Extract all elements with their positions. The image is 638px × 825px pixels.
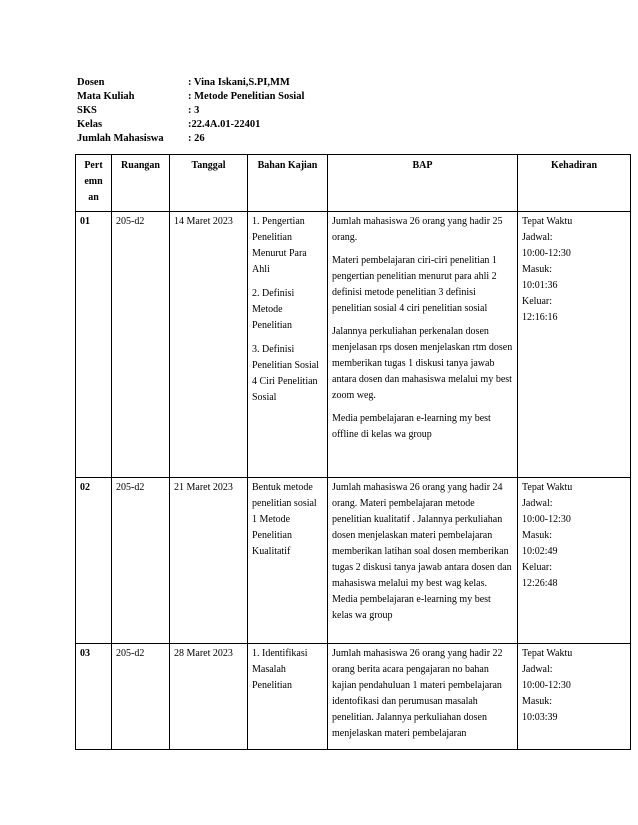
bap-paragraph: Media pembelajaran e-learning my best offline di kelas wa group (332, 413, 491, 440)
table-row (76, 212, 631, 478)
bahan-item: 1. Pengertian Penelitian Menurut Para Ahli (252, 216, 307, 275)
tanggal-cell: 28 Maret 2023 (170, 644, 248, 750)
pertemuan-number: 01 (76, 212, 112, 478)
info-row-jumlah (77, 132, 304, 146)
col-header-bahan-kajian: Bahan Kajian (248, 155, 328, 212)
bap-cell (328, 212, 518, 478)
schedule-value: 10:00-12:30 (522, 514, 571, 525)
check-out-label: Keluar: (522, 562, 552, 573)
col-header-bap: BAP (328, 155, 518, 212)
schedule-label: Jadwal: (522, 232, 553, 243)
kelas-value: :22.4A.01-22401 (188, 119, 261, 130)
ruangan-cell: 205-d2 (112, 212, 170, 478)
info-row-sks (77, 104, 304, 118)
pertemuan-number: 02 (76, 478, 112, 644)
info-row-kelas (77, 118, 304, 132)
ruangan-cell: 205-d2 (112, 644, 170, 750)
bap-table (75, 154, 631, 750)
kehadiran-cell (518, 478, 631, 644)
sks-label: SKS (77, 105, 97, 116)
bahan-item: 3. Definisi Penelitian Sosial 4 Ciri Penelitian Sosial (252, 344, 319, 403)
info-row-mata-kuliah (77, 90, 304, 104)
col-header-ruangan: Ruangan (112, 155, 170, 212)
mata-kuliah-value: : Metode Penelitian Sosial (188, 91, 305, 102)
pertemuan-number: 03 (76, 644, 112, 750)
schedule-label: Jadwal: (522, 664, 553, 675)
check-in-label: Masuk: (522, 530, 552, 541)
col-header-pertemuan-text: Pert emn an (84, 160, 103, 203)
ruangan-cell: 205-d2 (112, 478, 170, 644)
check-in-value: 10:01:36 (522, 280, 558, 291)
col-header-kehadiran: Kehadiran (518, 155, 631, 212)
table-header-row (76, 155, 631, 212)
table-row (76, 478, 631, 644)
check-out-value: 12:26:48 (522, 578, 558, 589)
info-row-dosen (77, 76, 304, 90)
col-header-tanggal: Tanggal (170, 155, 248, 212)
schedule-value: 10:00-12:30 (522, 248, 571, 259)
bap-paragraph: Jumlah mahasiswa 26 orang yang hadir 24 orang. Materi pembelajaran metode penelitian kualitatif . Jalannya perkuliahan dosen menjelaskan materi pembelajaran memberikan latihan soal dosen memberikan tugas 2 diskusi tanya jawab antara dosen dan mahasiswa melalui my best wag kelas. Media pembelajaran e-learning my best kelas wa group (332, 482, 512, 621)
bap-cell (328, 478, 518, 644)
kehadiran-cell (518, 212, 631, 478)
bap-paragraph: Jumlah mahasiswa 26 orang yang hadir 25 orang. (332, 216, 503, 243)
check-in-value: 10:03:39 (522, 712, 558, 723)
sks-value: : 3 (188, 105, 200, 116)
bahan-kajian-cell (248, 644, 328, 750)
dosen-value: : Vina Iskani,S.PI,MM (188, 77, 290, 88)
col-header-pertemuan (76, 155, 112, 212)
check-in-label: Masuk: (522, 696, 552, 707)
check-in-label: Masuk: (522, 264, 552, 275)
kelas-label: Kelas (77, 119, 103, 130)
bap-cell (328, 644, 518, 750)
check-in-value: 10:02:49 (522, 546, 558, 557)
schedule-label: Jadwal: (522, 498, 553, 509)
jumlah-mahasiswa-value: : 26 (188, 133, 205, 144)
bahan-kajian-cell (248, 212, 328, 478)
check-out-value: 12:16:16 (522, 312, 558, 323)
bahan-item: 1. Identifikasi Masalah Penelitian (252, 648, 308, 691)
bahan-kajian-cell (248, 478, 328, 644)
jumlah-mahasiswa-label: Jumlah Mahasiswa (77, 133, 164, 144)
kehadiran-cell (518, 644, 631, 750)
tanggal-cell: 21 Maret 2023 (170, 478, 248, 644)
attendance-status: Tepat Waktu (522, 482, 573, 493)
bahan-item: 2. Definisi Metode Penelitian (252, 288, 295, 331)
bap-paragraph: Jalannya perkuliahan perkenalan dosen menjelasan rps dosen menjelaskan rtm dosen memberikan tugas 1 diskusi tanya jawab antara dosen dan mahasiswa melalui my best zoom weg. (332, 326, 513, 401)
table-row (76, 644, 631, 750)
mata-kuliah-label: Mata Kuliah (77, 91, 135, 102)
course-info (77, 76, 304, 146)
attendance-status: Tepat Waktu (522, 216, 573, 227)
bahan-item: Bentuk metode penelitian sosial 1 Metode Penelitian Kualitatif (252, 482, 317, 557)
attendance-status: Tepat Waktu (522, 648, 573, 659)
dosen-label: Dosen (77, 77, 105, 88)
schedule-value: 10:00-12:30 (522, 680, 571, 691)
tanggal-cell: 14 Maret 2023 (170, 212, 248, 478)
check-out-label: Keluar: (522, 296, 552, 307)
bap-paragraph: Jumlah mahasiswa 26 orang yang hadir 22 orang berita acara pengajaran no bahan kajian pendahuluan 1 materi pembelajaran identofikasi dan perumusan masalah penelitian. Jalannya perkuliahan dosen menjelaskan materi pembelajaran (332, 648, 503, 739)
bap-paragraph: Materi pembelajaran ciri-ciri penelitian 1 pengertian penelitian menurut para ahli 2 definisi metode penelitian 3 definisi penelitian sosial 4 ciri penelitian sosial (332, 255, 497, 314)
